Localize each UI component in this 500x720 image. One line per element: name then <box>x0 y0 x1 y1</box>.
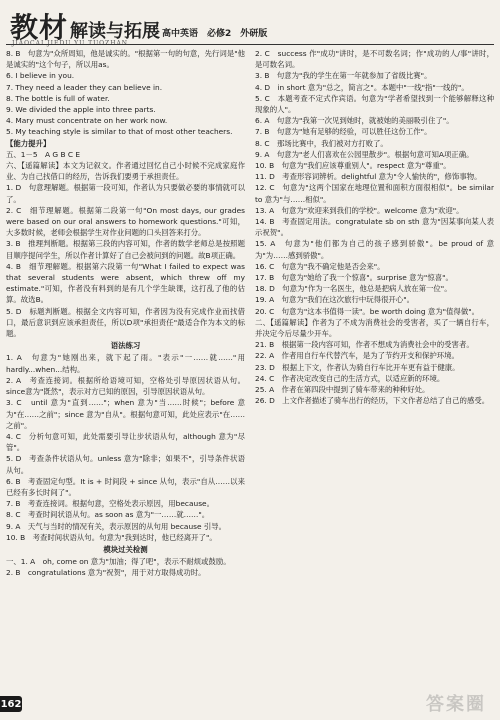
answer-paragraph: 二、【遥篇解读】作者为了不成为消费社会的受害者，买了一辆自行车，并决定今后尽量少开车。 <box>255 317 494 339</box>
section-label: 【能力提升】 <box>6 138 51 148</box>
page-footer <box>0 690 500 720</box>
answer-paragraph: 五、1－5 A G B C E <box>6 149 81 159</box>
answer-paragraph: 7. They need a leader they can believe in. <box>6 82 163 92</box>
answer-paragraph: 5. C 本题考查不定式作宾语。句意为"学者希望找到一个能够解释这种现象的人"。 <box>255 93 494 115</box>
answer-columns <box>6 48 494 690</box>
answer-paragraph: 一、1. A oh, come on 意为"加油；得了吧"，表示不耐烦或鼓励。 <box>6 557 231 567</box>
section-heading: 语法练习 <box>110 341 141 351</box>
answer-paragraph: 15. A 句意为"他们都为自己的孩子感到骄傲"。be proud of 意为"为……感到骄傲"。 <box>255 239 494 260</box>
answer-paragraph: 3. C until 意为"直到……"；when 意为"当……时候"；before 意为"在……之前"；since 意为"自从"。根据句意可知，此处应表示"在……之前"。 <box>6 398 245 430</box>
answer-paragraph: 2. C success 作"成功"讲时，是不可数名词；作"成功的人/事"讲时，是可数名词。 <box>255 49 494 70</box>
answer-paragraph: 17. B 句意为"她给了我一个惊喜"。surprise 意为"惊喜"。 <box>255 273 453 283</box>
left-column <box>6 48 245 690</box>
answer-paragraph: 19. A 句意为"我们在这次旅行中玩得很开心"。 <box>255 295 414 305</box>
answer-paragraph: 6. I believe in you. <box>6 71 75 81</box>
answer-paragraph: 6. B 考查固定句型。It is + 时间段 + since 从句，表示"自从……以来已经有多长时间了"。 <box>6 476 245 497</box>
answer-paragraph: 4. D in short 意为"总之，简言之"。本题中"一线"指"一线的"。 <box>255 82 469 92</box>
section-heading: 模块过关检测 <box>103 544 148 554</box>
answer-paragraph: 4. B 细节理解题。根据第六段第一句"What I failed to expect was that several students were absent, which threw off my estimate."可知，作者没有料到的是有几个学生缺课，这打乱了他的估算。故选B。 <box>6 261 245 305</box>
answer-paragraph: 9. A 天气与当时的情况有关，表示原因的从句用 because 引导。 <box>6 521 227 531</box>
brand-logo <box>10 6 160 46</box>
book-title: 高中英语 必修2 外研版 <box>162 29 268 39</box>
page-number: 162 <box>0 696 22 712</box>
answer-paragraph: 1. D 句意理解题。根据第一段可知，作者认为只要做必要的事情就可以了。 <box>6 183 245 204</box>
answer-paragraph: 26. D 上文作者描述了骑车出行的经历，下文作者总结了自己的感受。 <box>255 396 490 406</box>
answer-paragraph: 14. B 考查固定用法。congratulate sb on sth 意为"因某事向某人表示祝贺"。 <box>255 217 494 238</box>
answer-paragraph: 9. A 句意为"老人们喜欢在公园里散步"。根据句意可知A项正确。 <box>255 149 474 159</box>
answer-paragraph: 10. B 句意为"我们应该尊重别人"。respect 意为"尊重"。 <box>255 161 451 171</box>
answer-paragraph: 7. B 句意为"她有足够的经验，可以胜任这份工作"。 <box>255 127 432 137</box>
answer-paragraph: 11. D 考查形容词辨析。delightful 意为"令人愉快的"，修饰事物。 <box>255 172 482 182</box>
answer-paragraph: 4. Mary must concentrate on her work now. <box>6 116 168 126</box>
answer-paragraph: 21. B 根据第一段内容可知，作者不想成为消费社会中的受害者。 <box>255 340 474 350</box>
answer-paragraph: 24. C 作者决定改变自己的生活方式，以适应新的环境。 <box>255 373 445 383</box>
header-divider <box>6 44 494 45</box>
answer-paragraph: 22. A 作者用自行车代替汽车，是为了节约开支和保护环境。 <box>255 351 459 361</box>
answer-paragraph: 23. D 根据上下文，作者认为骑自行车比开车更有益于健康。 <box>255 362 460 372</box>
answer-paragraph: 18. D 句意为"作为一名医生，他总是把病人放在第一位"。 <box>255 284 452 294</box>
answer-paragraph: 13. A 句意为"欢迎来到我们的学校"。welcome 意为"欢迎"。 <box>255 205 464 215</box>
answer-paragraph: 2. B congratulations 意为"祝贺"，用于对方取得成功时。 <box>6 568 206 578</box>
answer-paragraph: 25. A 作者在第四段中提到了骑车带来的种种好处。 <box>255 385 430 395</box>
answer-paragraph: 8. C 考查时间状语从句。as soon as 意为"一……就……"。 <box>6 510 210 520</box>
answer-paragraph: 20. C 句意为"这本书值得一读"。be worth doing 意为"值得做"。 <box>255 306 480 316</box>
answer-paragraph: 5. D 标题判断题。根据全文内容可知，作者因为没有完成作业而找借口，最后意识到应该承担责任，所以D项"承担责任"最适合作为本文的标题。 <box>6 306 245 339</box>
answer-paragraph: 3. B 句意为"我的学生在第一年就参加了省级比赛"。 <box>255 71 432 81</box>
answer-paragraph: 9. We divided the apple into three parts. <box>6 105 156 115</box>
answer-paragraph: 4. C 分析句意可知，此处需要引导让步状语从句，although 意为"尽管"。 <box>6 431 245 453</box>
answer-paragraph: 6. A 句意为"我第一次见到她时，就被她的美丽吸引住了"。 <box>255 116 454 126</box>
answer-paragraph: 8. C 那场比赛中，我们被对方打败了。 <box>255 138 388 148</box>
page-header <box>0 0 500 46</box>
answer-paragraph: 8. B 句意为"众所周知，他是诚实的。"根据第一句的句意，先行词是"他是诚实的"这个句子，所以用as。 <box>6 49 245 70</box>
answer-paragraph: 7. B 考查连接词。根据句意，空格处表示原因，用because。 <box>6 499 214 509</box>
brand-subtitle: 解读与拓展 <box>70 21 161 42</box>
answer-paragraph: 10. B 考查时间状语从句。句意为"我到达时，他已经离开了"。 <box>6 532 217 542</box>
right-column <box>255 48 494 690</box>
answer-paragraph: 3. B 推理判断题。根据第三段的内容可知，作者的数学老师总是按照题目顺序提问学生，所以作者计算好了自己会被问到的问题。故B项正确。 <box>6 239 245 260</box>
brand-title: 教材 <box>10 11 69 44</box>
answer-paragraph: 2. C 细节理解题。根据第二段第一句"On most days, our grades were based on our oral answers to homework questions."可知，大多数时候，老师会根据学生对作业问题的口头回答来打分。 <box>6 205 245 238</box>
watermark-logo: 答案圈 <box>426 694 486 715</box>
answer-paragraph: 8. The bottle is full of water. <box>6 93 110 103</box>
answer-paragraph: 5. D 考查条件状语从句。unless 意为"除非；如果不"，引导条件状语从句。 <box>6 454 245 475</box>
answer-paragraph: 1. A 句意为"她刚出来，就下起了雨。"表示"一……就……"用hardly...when...结构。 <box>6 353 245 374</box>
answer-paragraph: 12. C 句意为"这两个国家在地理位置和面积方面很相似"。be similar to 意为"与……相似"。 <box>255 183 494 204</box>
answer-paragraph: 2. A 考查连接词。根据所给语境可知，空格处引导原因状语从句。since意为"既然"，表示对方已知的原因，引导原因状语从句。 <box>6 375 245 397</box>
answer-paragraph: 5. My teaching style is similar to that of most other teachers. <box>6 127 233 137</box>
answer-paragraph: 六、【遥篇解读】本文为记叙文。作者通过回忆自己小时候不完成家庭作业、为自己找借口的经历，告诉我们要勇于承担责任。 <box>6 161 245 182</box>
answer-paragraph: 16. C 句意为"我不确定他是否会来"。 <box>255 261 385 271</box>
